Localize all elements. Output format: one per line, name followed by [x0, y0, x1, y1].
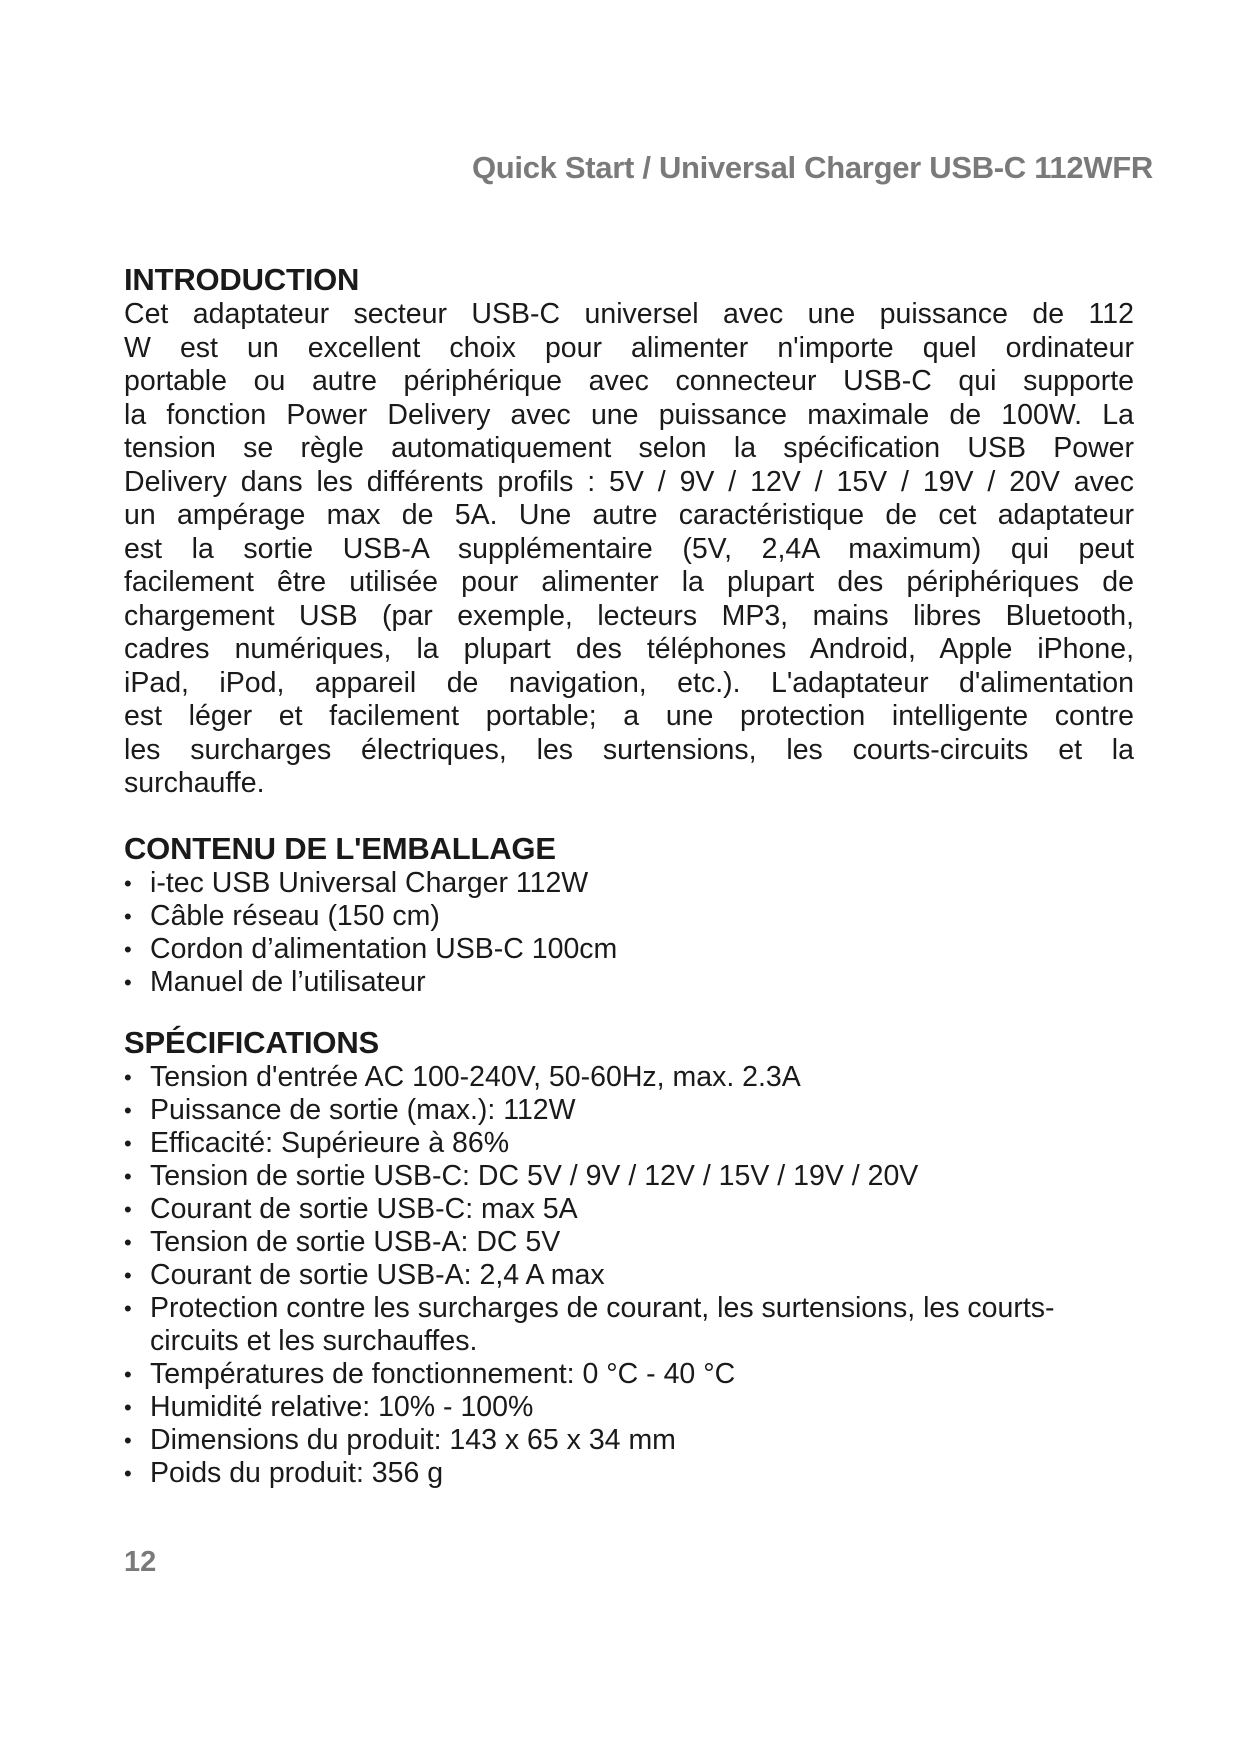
section-spacer: [124, 999, 1134, 1025]
package-contents-title: CONTENU DE L'EMBALLAGE: [124, 830, 556, 866]
list-item: • Puissance de sortie (max.): 112W: [124, 1094, 1134, 1127]
introduction-title: INTRODUCTION: [124, 262, 360, 297]
page-content: [124, 262, 1134, 1490]
list-item: • Dimensions du produit: 143 x 65 x 34 mm: [124, 1424, 1134, 1457]
paragraph-line: Cet adaptateur secteur USB-C universel avec une puissance de 112: [124, 298, 1134, 330]
introduction-paragraph: [124, 298, 1134, 801]
list-item: • Cordon d’alimentation USB-C 100cm: [124, 933, 1134, 966]
paragraph-line: portable ou autre périphérique avec connecteur USB-C qui supporte: [124, 365, 1134, 397]
list-item: • Tension de sortie USB-C: DC 5V / 9V / 12V / 15V / 19V / 20V: [124, 1160, 1134, 1193]
section-spacer: [124, 801, 1134, 831]
page-number: 12: [124, 1546, 157, 1578]
running-header: Quick Start / Universal Charger USB-C 112WFR: [471, 150, 1153, 185]
specifications-title: SPÉCIFICATIONS: [124, 1024, 379, 1060]
list-item: • Courant de sortie USB-C: max 5A: [124, 1193, 1134, 1226]
paragraph-line: chargement USB (par exemple, lecteurs MP3, mains libres Bluetooth,: [124, 599, 1134, 632]
paragraph-line: tension se règle automatiquement selon la spécification USB Power: [124, 432, 1134, 464]
package-contents-list: [124, 867, 1134, 999]
list-item: • Tension d'entrée AC 100-240V, 50-60Hz, max. 2.3A: [124, 1061, 1134, 1094]
paragraph-line: facilement être utilisée pour alimenter la plupart des périphériques de: [124, 566, 1134, 598]
paragraph-line: est la sortie USB-A supplémentaire (5V, 2,4A maximum) qui peut: [124, 532, 1134, 565]
specifications-list: [124, 1061, 1134, 1490]
list-item: • Températures de fonctionnement: 0 °C - 40 °C: [124, 1358, 1134, 1391]
paragraph-line: un ampérage max de 5A. Une autre caractéristique de cet adaptateur: [124, 499, 1134, 531]
paragraph-line: W est un excellent choix pour alimenter n'importe quel ordinateur: [124, 331, 1134, 364]
list-item: • Manuel de l’utilisateur: [124, 966, 1134, 999]
paragraph-line: les surcharges électriques, les surtensions, les courts-circuits et la: [124, 733, 1134, 766]
list-item: • Câble réseau (150 cm): [124, 900, 1134, 933]
paragraph-line: surchauffe.: [124, 767, 265, 799]
list-item: • Protection contre les surcharges de courant, les surtensions, les courts-circuits et les surchauffes.: [124, 1292, 1090, 1358]
paragraph-line: Delivery dans les différents profils : 5V / 9V / 12V / 15V / 19V / 20V avec: [124, 465, 1134, 498]
list-item: • Tension de sortie USB-A: DC 5V: [124, 1226, 1134, 1259]
list-item: • Courant de sortie USB-A: 2,4 A max: [124, 1259, 1134, 1292]
list-item: • Poids du produit: 356 g: [124, 1457, 1134, 1490]
paragraph-line: iPad, iPod, appareil de navigation, etc.). L'adaptateur d'alimentation: [124, 666, 1134, 699]
list-item: • Efficacité: Supérieure à 86%: [124, 1127, 1134, 1160]
paragraph-line: la fonction Power Delivery avec une puissance maximale de 100W. La: [124, 398, 1134, 431]
list-item: • Humidité relative: 10% - 100%: [124, 1391, 1134, 1424]
list-item: • i-tec USB Universal Charger 112W: [124, 867, 1134, 900]
paragraph-line: est léger et facilement portable; a une protection intelligente contre: [124, 700, 1134, 732]
paragraph-line: cadres numériques, la plupart des téléphones Android, Apple iPhone,: [124, 633, 1134, 665]
